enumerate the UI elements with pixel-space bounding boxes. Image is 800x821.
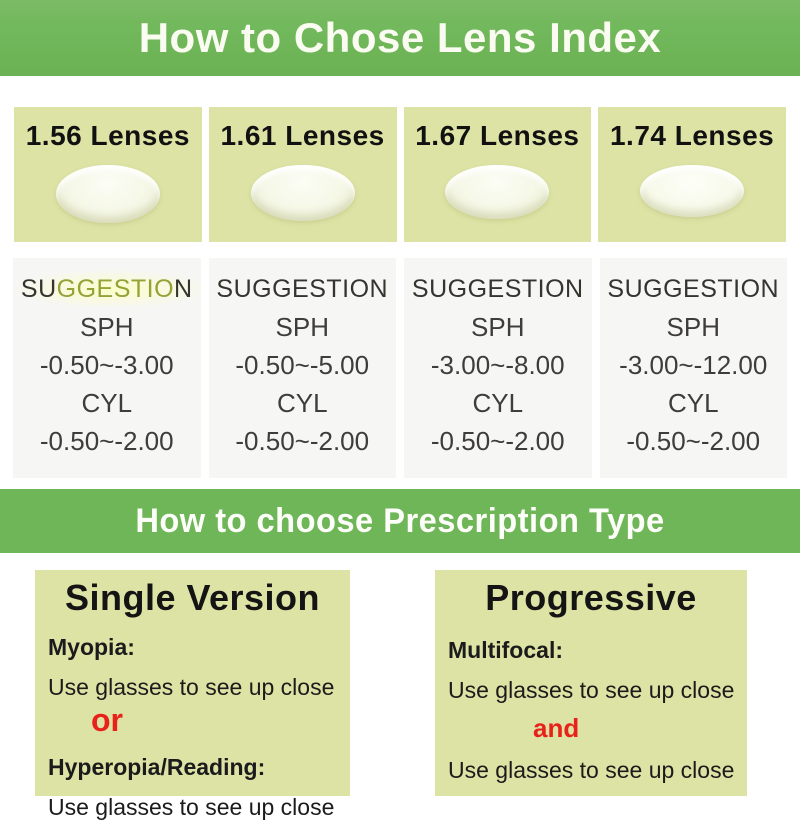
lens-panel-1-61 [209, 107, 397, 242]
prescription-banner [0, 489, 800, 553]
lens-label: 1.67 Lenses [415, 120, 580, 151]
lens-disc-image [251, 165, 355, 221]
suggestion-heading [13, 270, 201, 308]
cyl-range: -0.50~-2.00 [39, 426, 174, 456]
single-version-box [35, 570, 350, 820]
myopia-label: Myopia: [48, 634, 135, 660]
myopia-description: Use glasses to see up close [48, 674, 335, 700]
cyl-label: CYL [81, 388, 133, 418]
lens-disc-image [640, 165, 744, 217]
suggestion-heading [600, 270, 788, 308]
sph-range: -3.00~-12.00 [619, 350, 768, 380]
page-title: How to Chose Lens Index [138, 14, 662, 61]
cyl-range: -0.50~-2.00 [235, 426, 370, 456]
multifocal-description-1: Use glasses to see up close [448, 677, 735, 703]
cyl-label: CYL [667, 388, 719, 418]
single-version-title: Single Version [64, 577, 321, 618]
progressive-box [435, 570, 747, 796]
multifocal-label: Multifocal: [448, 637, 563, 663]
hyperopia-description: Use glasses to see up close [48, 794, 335, 820]
lens-label: 1.74 Lenses [609, 120, 775, 151]
cyl-label: CYL [276, 388, 328, 418]
suggestion-heading-part: N [174, 275, 193, 303]
or-conjunction: or [91, 702, 123, 738]
suggestion-heading-part: SUGGESTION [607, 275, 780, 303]
suggestion-heading [209, 270, 397, 308]
sph-label: SPH [275, 312, 329, 342]
lens-disc-image [56, 165, 160, 223]
multifocal-description-2: Use glasses to see up close [448, 757, 735, 783]
suggestion-heading-part: SU [20, 275, 57, 303]
hyperopia-label: Hyperopia/Reading: [48, 754, 266, 780]
lens-panel-1-56 [14, 107, 202, 242]
sph-range: -3.00~-8.00 [430, 350, 565, 380]
suggestion-card-1-56 [13, 258, 201, 478]
progressive-title: Progressive [485, 577, 697, 618]
suggestion-row [13, 258, 787, 478]
lens-disc-image [445, 165, 549, 219]
suggestion-heading-part: SUGGESTION [216, 275, 389, 303]
sph-label: SPH [80, 312, 134, 342]
cyl-range: -0.50~-2.00 [626, 426, 761, 456]
sph-range: -0.50~-3.00 [39, 350, 174, 380]
lens-label: 1.61 Lenses [220, 120, 385, 151]
suggestion-heading-part: SUGGESTION [411, 275, 584, 303]
suggestion-heading [404, 270, 592, 308]
sph-label: SPH [666, 312, 720, 342]
suggestion-card-1-74 [600, 258, 788, 478]
cyl-range: -0.50~-2.00 [430, 426, 565, 456]
and-conjunction: and [533, 713, 580, 743]
lens-panel-1-67 [404, 107, 592, 242]
lens-index-row [14, 107, 786, 242]
suggestion-card-1-61 [209, 258, 397, 478]
suggestion-heading-highlight: GGESTIO [56, 275, 175, 303]
sph-range: -0.50~-5.00 [235, 350, 370, 380]
header-banner [0, 0, 800, 76]
prescription-banner-title: How to choose Prescription Type [135, 502, 665, 540]
cyl-label: CYL [472, 388, 524, 418]
suggestion-card-1-67 [404, 258, 592, 478]
lens-label: 1.56 Lenses [25, 120, 191, 151]
sph-label: SPH [471, 312, 525, 342]
lens-panel-1-74 [598, 107, 786, 242]
